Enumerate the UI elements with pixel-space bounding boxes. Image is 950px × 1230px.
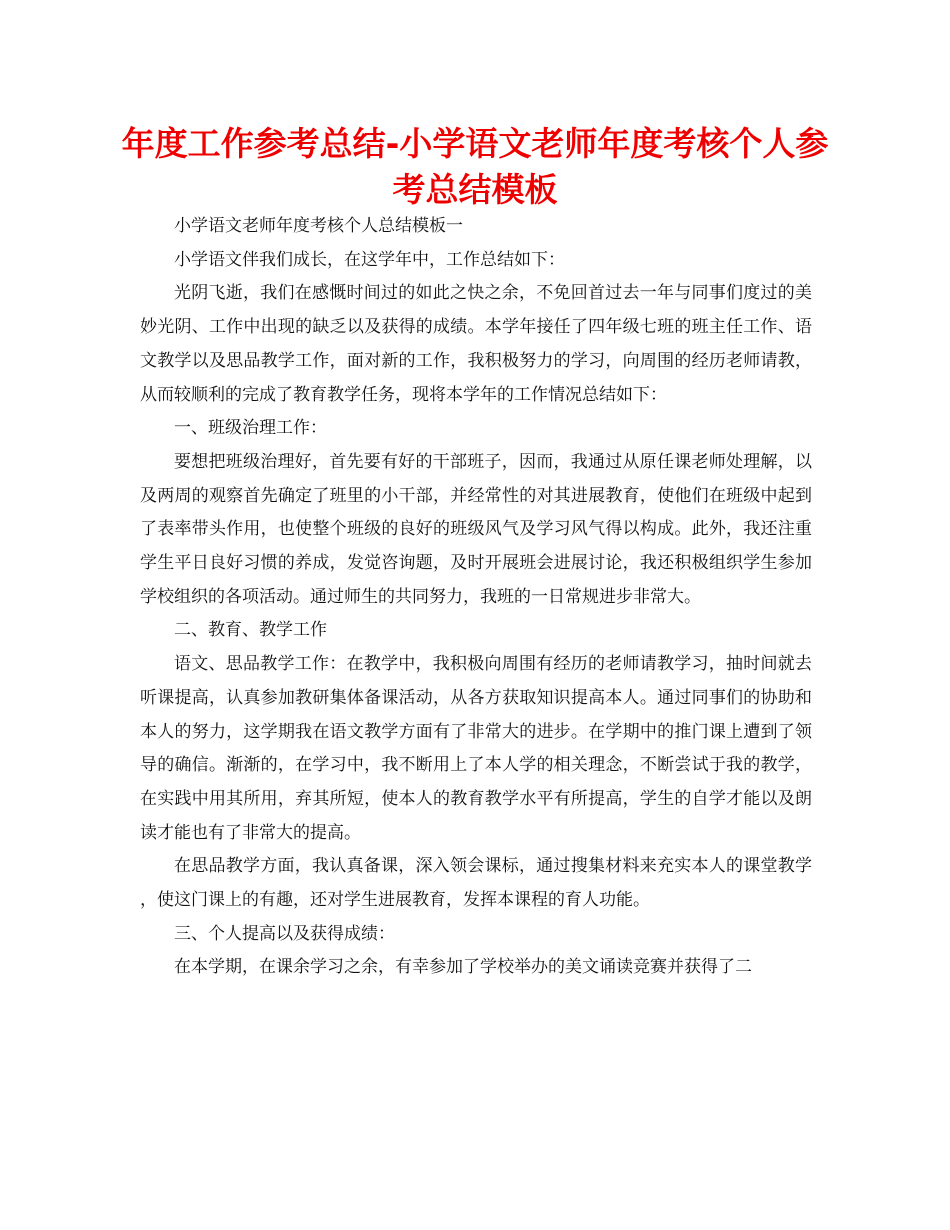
paragraph-opening: 光阴飞逝，我们在感慨时间过的如此之快之余，不免回首过去一年与同事们度过的美妙光阴、工作中出现的缺乏以及获得的成绩。本学年接任了四年级七班的班主任工作、语文教学以及思品教学工作，面对新的工作，我积极努力的学习，向周围的经历老师请教，从而较顺利的完成了教育教学任务，现将本学年的工作情况总结如下： [140,283,812,405]
section-heading-class-management: 一、班级治理工作： [174,418,327,439]
subtitle: 小学语文老师年度考核个人总结模板一 [174,216,463,236]
paragraph-class-management: 要想把班级治理好，首先要有好的干部班子，因而，我通过从原任课老师处理解，以及两周的观察首先确定了班里的小干部，并经常性的对其进展教育，使他们在班级中起到了表率带头作用，也使整个班级的良好的班级风气及学习风气得以构成。此外，我还注重学生平日良好习惯的养成，发觉咨询题，及时开展班会进展讨论，我还积极组织学生参加学校组织的各项活动。通过师生的共同努力，我班的一日常规进步非常大。 [140,451,812,607]
section-heading-teaching: 二、教育、教学工作 [174,620,327,641]
title-line-2: 考总结模板 [392,170,558,209]
paragraph-ethics-teaching: 在思品教学方面，我认真备课，深入领会课标，通过搜集材料来充实本人的课堂教学，使这门课上的有趣，还对学生进展教育，发挥本课程的育人功能。 [140,856,812,911]
paragraph-achievements: 在本学期，在课余学习之余，有幸参加了学校举办的美文诵读竞赛并获得了二 [174,957,752,978]
document-title [120,121,830,213]
section-heading-achievements: 三、个人提高以及获得成绩： [174,923,395,944]
document-body [140,210,812,985]
paragraph-chinese-teaching: 语文、思品教学工作：在教学中，我积极向周围有经历的老师请教学习，抽时间就去听课提高，认真参加教研集体备课活动，从各方获取知识提高本人。通过同事们的协助和本人的努力，这学期我在语文教学方面有了非常大的进步。在学期中的推门课上遭到了领导的确信。渐渐的，在学习中，我不断用上了本人学的相关理念，不断尝试于我的教学，在实践中用其所用，弃其所短，使本人的教育教学水平有所提高，学生的自学才能以及朗读才能也有了非常大的提高。 [140,654,812,843]
title-line-1: 年度工作参考总结-小学语文老师年度考核个人参 [121,124,829,163]
intro-line: 小学语文伴我们成长，在这学年中，工作总结如下： [174,249,565,270]
